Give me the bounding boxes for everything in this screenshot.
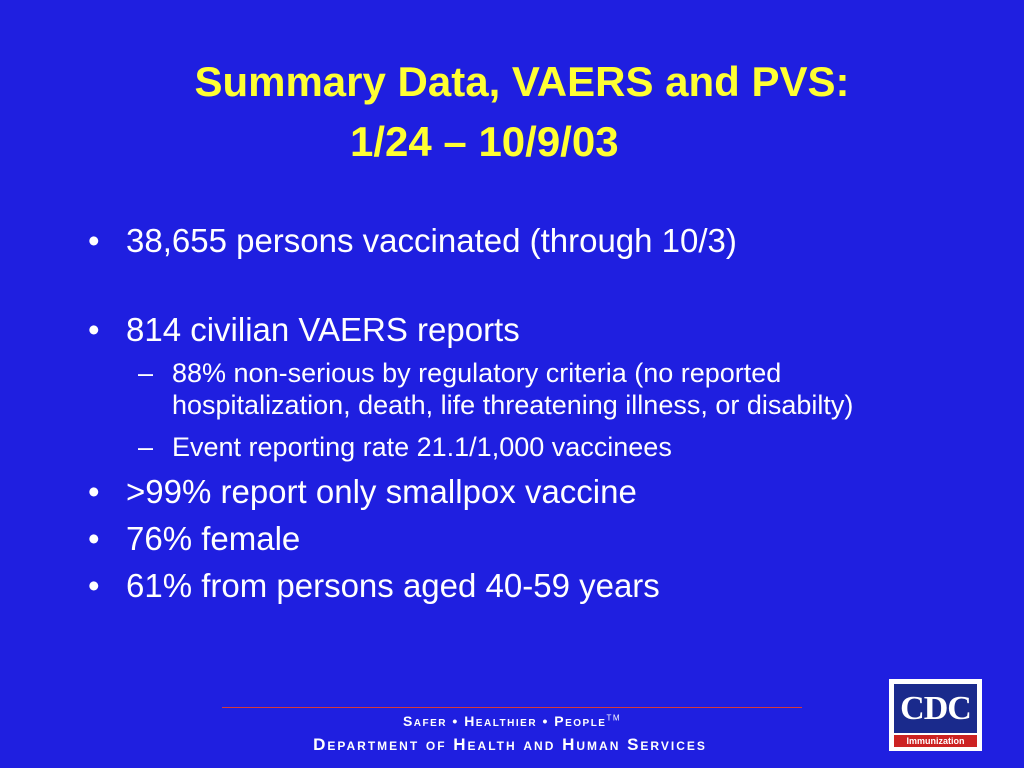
bullet-item <box>88 471 948 514</box>
bullet-item <box>88 309 948 352</box>
bullet-marker: • <box>88 567 100 605</box>
sub-bullet-text: 88% non-serious by regulatory criteria (no reported hospitalization, death, life threatening illness, or disabilty) <box>172 357 854 420</box>
slide-title-line-2: 1/24 – 10/9/03 <box>350 117 619 165</box>
sub-bullet-item <box>88 432 948 464</box>
footer-department: Department of Health and Human Services <box>313 735 707 754</box>
sub-bullet-marker: – <box>138 431 154 462</box>
cdc-logo <box>889 679 982 751</box>
sub-bullet-marker: – <box>138 357 154 388</box>
trademark-mark: TM <box>606 713 622 723</box>
bullet-text: >99% report only smallpox vaccine <box>126 473 637 511</box>
bullet-marker: • <box>88 310 100 348</box>
bullet-item <box>88 518 948 561</box>
bullet-marker: • <box>88 520 100 558</box>
bullet-marker: • <box>88 473 100 511</box>
footer-tagline-text: Safer • Healthier • People <box>402 713 607 729</box>
cdc-logo-mark: CDC <box>894 684 977 733</box>
bullet-list <box>88 220 948 608</box>
bullet-text: 38,655 persons vaccinated (through 10/3) <box>126 222 737 259</box>
footer-tagline <box>222 713 802 729</box>
sub-bullet-item <box>88 358 948 422</box>
bullet-marker: • <box>88 222 100 259</box>
slide-title-line-1: Summary Data, VAERS and PVS: <box>194 58 850 105</box>
bullet-text: 814 civilian VAERS reports <box>126 310 520 348</box>
bullet-text: 61% from persons aged 40-59 years <box>126 567 660 605</box>
sub-bullet-text: Event reporting rate 21.1/1,000 vaccinees <box>172 431 672 462</box>
bullet-item <box>88 220 948 263</box>
cdc-logo-band: Immunization <box>894 735 977 747</box>
bullet-text: 76% female <box>126 520 301 558</box>
slide-title <box>0 52 1024 171</box>
bullet-item <box>88 565 948 608</box>
footer-divider <box>222 707 802 708</box>
